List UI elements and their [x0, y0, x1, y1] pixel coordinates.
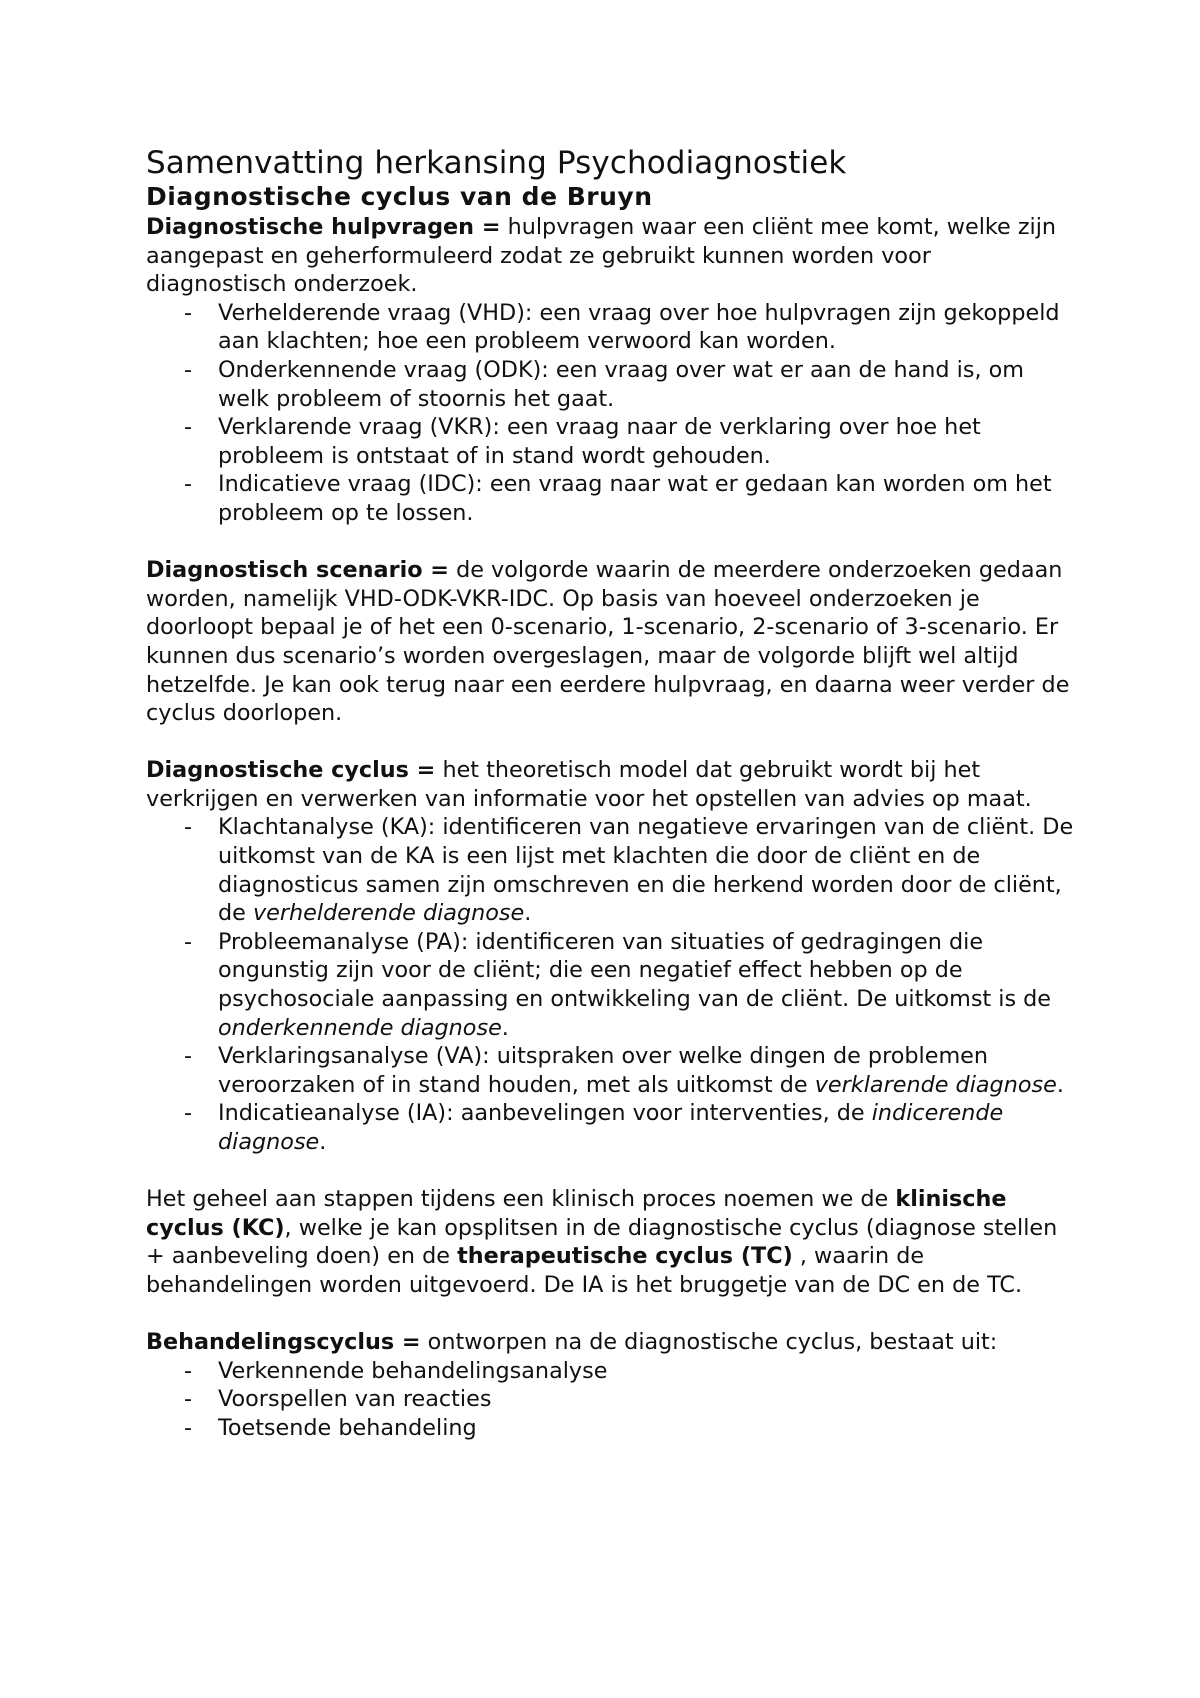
definition-cyclus: het theoretisch model dat gebruikt wordt bij het verkrijgen en verwerken van informatie voor het opstellen van advies op maat. [146, 757, 1032, 812]
list-item-italic: verklarende diagnose [814, 1071, 1057, 1098]
list-hulpvragen [146, 299, 1076, 528]
term-behandelingscyclus: Behandelingscyclus = [146, 1329, 421, 1356]
list-item-text: Verkennende behandelingsanalyse [218, 1357, 608, 1384]
paragraph-hulpvragen [146, 213, 1076, 299]
list-analyses [146, 813, 1076, 1156]
dash-bullet: - [184, 414, 193, 441]
dash-bullet: - [184, 814, 193, 841]
list-item-text: Indicatieve vraag (IDC): een vraag naar wat er gedaan kan worden om het probleem op te lossen. [218, 471, 1052, 526]
list-item [146, 1385, 1076, 1414]
dash-bullet: - [184, 928, 193, 955]
paragraph-cyclus [146, 756, 1076, 813]
list-item [146, 470, 1076, 527]
list-item [146, 356, 1076, 413]
term-cyclus: Diagnostische cyclus = [146, 757, 436, 784]
list-item-text: Probleemanalyse (PA): identificeren van situaties of gedragingen die ongunstig zijn voor de cliënt; die een negatief effect hebben op de psychosociale aanpassing en ontwikkeling van de cliënt. De uitkomst is de [218, 928, 1052, 1013]
paragraph-behandelingscyclus [146, 1328, 1076, 1357]
list-item-end: . [524, 900, 532, 927]
list-item-text: Voorspellen van reacties [218, 1386, 492, 1413]
list-item-text: Indicatieanalyse (IA): aanbevelingen voor interventies, de [218, 1100, 872, 1127]
list-item [146, 413, 1076, 470]
term-hulpvragen: Diagnostische hulpvragen = [146, 214, 501, 240]
list-item [146, 1357, 1076, 1386]
list-item [146, 928, 1076, 1042]
list-item-text: Toetsende behandeling [218, 1414, 477, 1441]
list-item-italic: verhelderende diagnose [252, 900, 525, 927]
dash-bullet: - [184, 356, 193, 383]
list-item-text: Verklarende vraag (VKR): een vraag naar de verklaring over hoe het probleem is ontstaat of in stand wordt gehouden. [218, 414, 981, 469]
text-segment: Het geheel aan stappen tijdens een klinisch proces noemen we de [146, 1186, 896, 1213]
term-therapeutische-cyclus: therapeutische cyclus (TC) [457, 1243, 793, 1270]
list-item [146, 1414, 1076, 1443]
list-item-text: Verhelderende vraag (VHD): een vraag over hoe hulpvragen zijn gekoppeld aan klachten; hoe een probleem verwoord kan worden. [218, 299, 1060, 355]
dash-bullet: - [184, 471, 193, 498]
text-segment: , welke je kan opsplitsen in de diagnostische cyclus (diagnose stellen + aanbeveling doen) en de [146, 1214, 1058, 1270]
term-scenario: Diagnostisch scenario = [146, 557, 449, 584]
text-segment: , waarin de behandelingen worden uitgevoerd. De IA is het bruggetje van de DC en de TC. [146, 1243, 1023, 1298]
dash-bullet: - [184, 1100, 193, 1127]
list-item [146, 299, 1076, 356]
definition-scenario: de volgorde waarin de meerdere onderzoeken gedaan worden, namelijk VHD-ODK-VKR-IDC. Op basis van hoeveel onderzoeken je doorloopt bepaal je of het een 0-scenario, 1-scenario, 2-scenario of 3-scenario. Er kunnen dus scenario’s worden overgeslagen, maar de volgorde blijft wel altijd hetzelfde. Je kan ook terug naar een eerdere hulpvraag, en daarna weer verder de cyclus doorlopen. [146, 557, 1070, 727]
dash-bullet: - [184, 1043, 193, 1070]
dash-bullet: - [184, 1357, 193, 1384]
paragraph-scenario [146, 556, 1076, 728]
list-item-end: . [319, 1129, 327, 1155]
list-item-text: Klachtanalyse (KA): identificeren van negatieve ervaringen van de cliënt. De uitkomst van de KA is een lijst met klachten die door de cliënt en de diagnosticus samen zijn omschreven en die herkend worden door de cliënt, de [218, 814, 1074, 927]
dash-bullet: - [184, 1386, 193, 1413]
list-item-text: Verklaringsanalyse (VA): uitspraken over welke dingen de problemen veroorzaken of in stand houden, met als uitkomst de [218, 1043, 989, 1098]
document-subtitle: Diagnostische cyclus van de Bruyn [146, 182, 653, 211]
list-item-text: Onderkennende vraag (ODK): een vraag over wat er aan de hand is, om welk probleem of stoornis het gaat. [218, 356, 1025, 412]
document-title: Samenvatting herkansing Psychodiagnostiek [146, 145, 847, 181]
list-item [146, 813, 1076, 927]
definition-behandelingscyclus: ontworpen na de diagnostische cyclus, bestaat uit: [420, 1329, 998, 1356]
list-item [146, 1042, 1076, 1099]
list-item-italic: onderkennende diagnose [218, 1014, 502, 1041]
definition-hulpvragen: hulpvragen waar een cliënt mee komt, welke zijn aangepast en geherformuleerd zodat ze gebruikt kunnen worden voor diagnostisch onderzoek. [146, 214, 1057, 298]
list-item-italic: indicerende diagnose [218, 1100, 1004, 1155]
dash-bullet: - [184, 299, 193, 326]
list-item-end: . [1056, 1071, 1064, 1098]
list-behandeling [146, 1357, 1076, 1443]
list-item-end: . [501, 1014, 509, 1041]
term-klinische-cyclus: klinische cyclus (KC) [146, 1186, 1007, 1241]
document-page [146, 145, 1076, 1443]
paragraph-klinische-cyclus [146, 1185, 1076, 1299]
list-item [146, 1099, 1076, 1156]
dash-bullet: - [184, 1414, 193, 1441]
